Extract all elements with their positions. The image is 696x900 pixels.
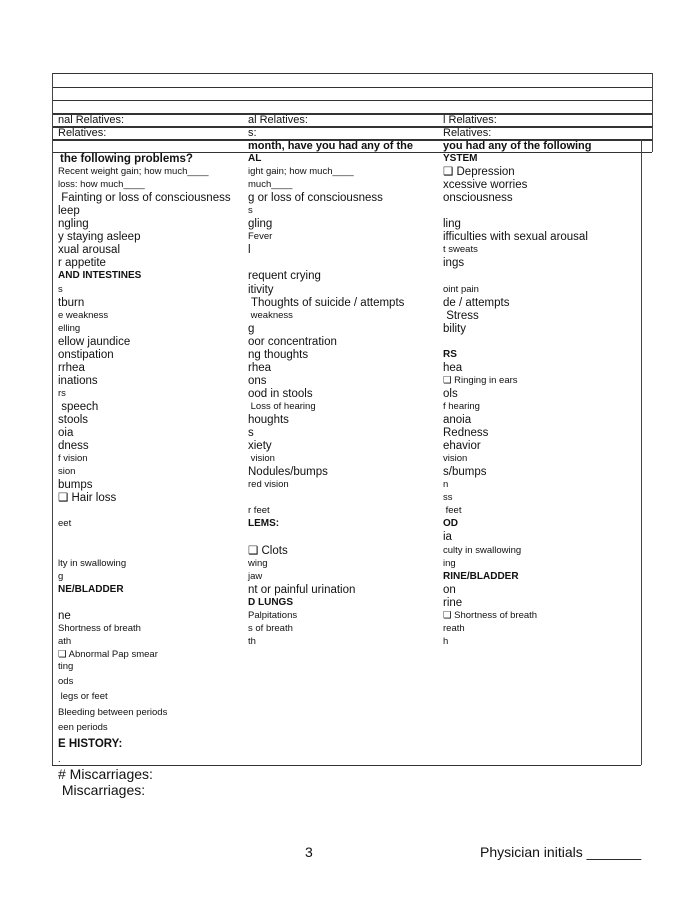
gyn-item: een periods [58, 722, 108, 733]
symptom-item[interactable]: ❑ Abnormal Pap smear [58, 648, 158, 660]
symptom-item: the following problems? [60, 153, 193, 165]
symptom-item: gling [248, 218, 273, 231]
symptom-item: ood in stools [248, 387, 313, 400]
symptom-item: ons [248, 374, 267, 387]
symptom-item: vision [443, 453, 468, 465]
symptom-item: sion [58, 466, 76, 478]
symptom-item: itivity [248, 283, 274, 296]
symptom-item: feet [443, 505, 462, 517]
symptom-item: s [58, 283, 63, 295]
header-cell: month, have you had any of the [248, 140, 414, 152]
symptom-item: t sweats [443, 244, 478, 256]
table-left-border [52, 73, 53, 765]
symptom-item: s [248, 205, 253, 217]
symptom-item: nt or painful urination [248, 583, 356, 596]
header-row-line [52, 73, 652, 74]
symptom-item: ling [443, 218, 461, 231]
symptom-item: Recent weight gain; how much____ [58, 166, 209, 178]
symptom-item: Fainting or loss of consciousness [58, 192, 231, 205]
symptom-item: Redness [443, 427, 489, 440]
header-cell: you had any of the following [443, 140, 592, 152]
symptom-item: Nodules/bumps [248, 466, 328, 479]
symptom-item: oor concentration [248, 335, 337, 348]
symptom-item: e weakness [58, 309, 109, 321]
symptom-item: xual arousal [58, 244, 121, 257]
miscarriages-label: # Miscarriages: [58, 766, 153, 782]
symptom-item: bumps [58, 479, 93, 492]
symptom-item: D LUNGS [248, 596, 293, 608]
symptom-item: jaw [248, 570, 263, 582]
symptom-item: g [248, 322, 255, 335]
symptom-item: RS [443, 348, 457, 360]
symptom-item: ight gain; how much____ [248, 166, 354, 178]
symptom-item: weakness [248, 309, 293, 321]
symptom-item: on [443, 583, 456, 596]
symptom-item[interactable]: ❑ Ringing in ears [443, 374, 518, 386]
symptom-item: s of breath [248, 622, 293, 634]
symptom-item: f hearing [443, 400, 480, 412]
symptom-item: houghts [248, 414, 289, 426]
symptom-item: wing [248, 557, 268, 569]
symptom-item: much____ [248, 179, 293, 191]
symptom-item: oia [58, 427, 74, 440]
symptom-item: YSTEM [443, 153, 478, 164]
symptom-item: ing [443, 557, 456, 569]
header-row-line [52, 100, 652, 101]
symptom-item: stools [58, 414, 89, 426]
gyn-item: legs or feet [58, 691, 108, 702]
header-right-border [652, 73, 653, 152]
symptom-item: l [248, 244, 251, 257]
symptom-item[interactable]: ❑ Hair loss [58, 492, 117, 505]
miscarriages-label-2: Miscarriages: [58, 782, 146, 798]
symptom-item: Fever [248, 231, 273, 243]
symptom-item: ia [443, 531, 452, 544]
symptom-item: ngling [58, 218, 89, 231]
symptom-item: n [443, 479, 449, 491]
symptom-item[interactable]: ❑ Depression [443, 166, 515, 179]
symptom-item: s/bumps [443, 466, 487, 479]
symptom-item[interactable]: ❑ Shortness of breath [443, 609, 538, 621]
symptom-item: LEMS: [248, 518, 280, 530]
symptom-item: red vision [248, 479, 289, 491]
symptom-item: ehavior [443, 440, 481, 453]
symptom-item: ings [443, 257, 465, 270]
header-cell: Relatives: [58, 127, 107, 139]
symptom-item: hea [443, 361, 463, 374]
symptom-item: Stress [443, 309, 479, 322]
physician-initials-field[interactable]: Physician initials _______ [480, 844, 642, 860]
symptom-item: vision [248, 453, 275, 465]
page-number: 3 [305, 844, 313, 860]
symptom-item: AND INTESTINES [58, 270, 142, 282]
table-right-border [641, 139, 642, 765]
symptom-item: ne [58, 609, 71, 622]
symptom-item: Loss of hearing [248, 400, 316, 412]
symptom-item: leep [58, 205, 80, 218]
symptom-item: ng thoughts [248, 348, 309, 361]
symptom-item: xiety [248, 440, 272, 453]
symptom-item: rine [443, 596, 463, 609]
symptom-item: ellow jaundice [58, 335, 131, 348]
gyn-item: Bleeding between periods [58, 707, 168, 718]
symptom-item: xcessive worries [443, 179, 528, 192]
header-row-line [52, 87, 652, 88]
symptom-item: r appetite [58, 257, 106, 270]
symptom-item: elling [58, 322, 81, 334]
symptom-item: speech [58, 400, 99, 413]
symptom-item: rs [58, 387, 66, 399]
symptom-item: Palpitations [248, 609, 298, 621]
symptom-item: culty in swallowing [443, 544, 522, 556]
gyn-item: . [58, 754, 61, 765]
symptom-item: rrhea [58, 361, 85, 374]
symptom-item: r feet [248, 505, 270, 517]
gyn-item: ting [58, 661, 74, 672]
symptom-item: inations [58, 374, 98, 387]
gyn-item: ods [58, 676, 74, 687]
symptom-item: RINE/BLADDER [443, 570, 519, 582]
symptom-item: g or loss of consciousness [248, 192, 383, 205]
symptom-item: lty in swallowing [58, 557, 127, 569]
symptom-item: oint pain [443, 283, 479, 295]
symptom-item: ifficulties with sexual arousal [443, 231, 588, 244]
symptom-item: eet [58, 518, 72, 530]
symptom-item: s [248, 427, 254, 440]
symptom-item: anoia [443, 414, 472, 426]
symptom-item: rhea [248, 361, 272, 374]
header-cell: Relatives: [443, 127, 492, 139]
symptom-item: ss [443, 492, 453, 504]
symptom-item[interactable]: ❑ Clots [248, 544, 288, 557]
symptom-item: y staying asleep [58, 231, 141, 244]
symptom-item: onstipation [58, 348, 114, 361]
header-cell: s: [248, 127, 257, 139]
symptom-item: de / attempts [443, 296, 510, 309]
symptom-item: Shortness of breath [58, 622, 141, 634]
symptom-item: AL [248, 153, 262, 164]
symptom-item: reath [443, 622, 465, 634]
symptom-item: OD [443, 518, 458, 530]
symptom-item: h [443, 635, 449, 647]
header-cell: l Relatives: [443, 114, 497, 126]
symptom-item: dness [58, 440, 89, 453]
symptom-item: loss: how much____ [58, 179, 145, 191]
header-cell: nal Relatives: [58, 114, 125, 126]
symptom-item: f vision [58, 453, 88, 465]
symptom-item: requent crying [248, 270, 321, 283]
header-cell: al Relatives: [248, 114, 308, 126]
symptom-item: onsciousness [443, 192, 513, 205]
symptom-item: Thoughts of suicide / attempts [248, 296, 405, 309]
symptom-item: tburn [58, 296, 85, 309]
header-row-line [52, 113, 652, 115]
symptom-item: g [58, 570, 64, 582]
gyn-item: E HISTORY: [58, 738, 123, 750]
symptom-item: bility [443, 322, 467, 335]
symptom-item: ath [58, 635, 72, 647]
symptom-item: th [248, 635, 256, 647]
symptom-item: ols [443, 387, 458, 400]
symptom-item: NE/BLADDER [58, 583, 124, 595]
header-row-line [52, 126, 652, 128]
